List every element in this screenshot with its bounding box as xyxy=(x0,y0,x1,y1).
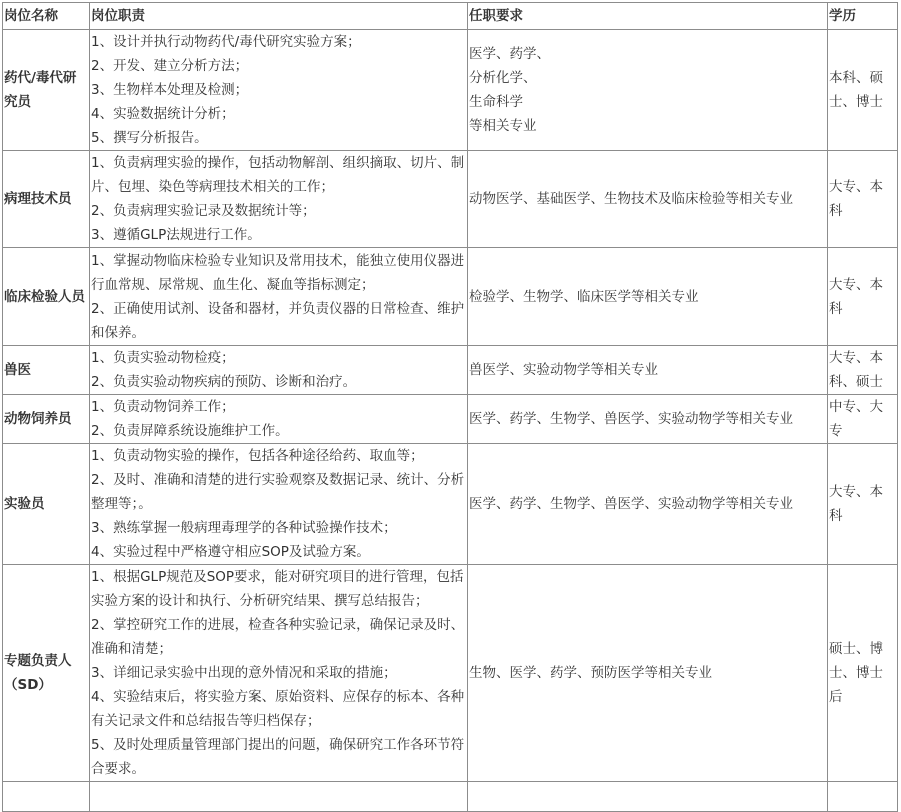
position-education: 中专、大专 xyxy=(828,395,898,444)
position-duties xyxy=(90,248,468,346)
table-header-row xyxy=(3,3,898,30)
duty-item: 1、负责动物实验的操作，包括各种途径给药、取血等； xyxy=(91,448,424,464)
position-duties xyxy=(90,151,468,248)
duty-item: 4、实验数据统计分析； xyxy=(91,106,235,122)
duty-item: 1、负责病理实验的操作，包括动物解剖、组织摘取、切片、制片、包埋、染色等病理技术相关的工作； xyxy=(91,155,465,195)
table-row xyxy=(3,395,898,444)
position-education: 大专、本科、硕士 xyxy=(828,346,898,395)
requirement-item: 分析化学、 xyxy=(469,70,537,86)
duty-item: 2、正确使用试剂、设备和器材，并负责仪器的日常检查、维护和保养。 xyxy=(91,300,465,341)
requirement-item: 医学、药学、 xyxy=(469,46,550,62)
position-duties xyxy=(90,395,468,444)
duty-item: 3、遵循GLP法规进行工作。 xyxy=(91,227,261,243)
position-education: 大专、本科 xyxy=(828,444,898,565)
duty-item: 4、实验过程中严格遵守相应SOP及试验方案。 xyxy=(91,544,370,560)
table-row xyxy=(3,151,898,248)
duty-item: 1、负责实验动物检疫； xyxy=(91,350,235,366)
requirement-item: 等相关专业 xyxy=(469,118,537,134)
requirement-item: 医学、药学、生物学、兽医学、实验动物学等相关专业 xyxy=(469,411,793,427)
table-row xyxy=(3,444,898,565)
position-education: 硕士、博士、博士后 xyxy=(828,565,898,782)
duty-item: 2、开发、建立分析方法； xyxy=(91,58,249,74)
duty-item: 2、负责实验动物疾病的预防、诊断和治疗。 xyxy=(91,374,357,390)
duty-item: 2、负责病理实验记录及数据统计等； xyxy=(91,203,316,219)
position-duties xyxy=(90,30,468,151)
empty-cell xyxy=(468,782,828,812)
position-duties xyxy=(90,565,468,782)
position-name: 实验员 xyxy=(3,444,90,565)
header-requirements: 任职要求 xyxy=(468,3,828,30)
duty-item: 3、详细记录实验中出现的意外情况和采取的措施； xyxy=(91,665,397,681)
duty-item: 2、掌控研究工作的进展，检查各种实验记录，确保记录及时、准确和清楚； xyxy=(91,617,465,657)
position-requirements xyxy=(468,248,828,346)
position-requirements xyxy=(468,151,828,248)
table-row-partial xyxy=(3,782,898,812)
duty-item: 2、负责屏障系统设施维护工作。 xyxy=(91,423,289,439)
table-row xyxy=(3,248,898,346)
position-requirements xyxy=(468,444,828,565)
duty-item: 5、撰写分析报告。 xyxy=(91,130,208,146)
requirement-item: 动物医学、基础医学、生物技术及临床检验等相关专业 xyxy=(469,191,793,207)
position-requirements xyxy=(468,565,828,782)
duty-item: 3、生物样本处理及检测； xyxy=(91,82,249,98)
duty-item: 5、及时处理质量管理部门提出的问题，确保研究工作各环节符合要求。 xyxy=(91,737,465,777)
requirement-item: 检验学、生物学、临床医学等相关专业 xyxy=(469,288,699,305)
empty-cell xyxy=(828,782,898,812)
position-duties xyxy=(90,444,468,565)
job-positions-table xyxy=(2,2,898,812)
requirement-item: 生物、医学、药学、预防医学等相关专业 xyxy=(469,665,712,681)
position-education: 大专、本科 xyxy=(828,248,898,346)
position-name: 兽医 xyxy=(3,346,90,395)
header-duties: 岗位职责 xyxy=(90,3,468,30)
duty-item: 1、设计并执行动物药代/毒代研究实验方案； xyxy=(91,34,361,50)
duty-item: 4、实验结束后，将实验方案、原始资料、应保存的标本、各种有关记录文件和总结报告等归档保存； xyxy=(91,689,465,729)
position-duties xyxy=(90,346,468,395)
position-name: 药代/毒代研究员 xyxy=(3,30,90,151)
requirement-item: 兽医学、实验动物学等相关专业 xyxy=(469,362,658,378)
table-row xyxy=(3,565,898,782)
position-requirements xyxy=(468,30,828,151)
position-education: 大专、本科 xyxy=(828,151,898,248)
table-row xyxy=(3,30,898,151)
position-requirements xyxy=(468,346,828,395)
position-name: 临床检验人员 xyxy=(3,248,90,346)
position-requirements xyxy=(468,395,828,444)
position-name: 动物饲养员 xyxy=(3,395,90,444)
position-education: 本科、硕士、博士 xyxy=(828,30,898,151)
empty-cell xyxy=(3,782,90,812)
duty-item: 1、掌握动物临床检验专业知识及常用技术，能独立使用仪器进行血常规、尿常规、血生化、凝血等指标测定； xyxy=(91,252,465,293)
duty-item: 1、负责动物饲养工作； xyxy=(91,399,235,415)
requirement-item: 生命科学 xyxy=(469,94,523,110)
duty-item: 3、熟练掌握一般病理毒理学的各种试验操作技术； xyxy=(91,520,397,536)
requirement-item: 医学、药学、生物学、兽医学、实验动物学等相关专业 xyxy=(469,496,793,512)
duty-item: 2、及时、准确和清楚的进行实验观察及数据记录、统计、分析整理等；。 xyxy=(91,472,465,512)
header-position-name: 岗位名称 xyxy=(3,3,90,30)
position-name: 病理技术员 xyxy=(3,151,90,248)
duty-item: 1、根据GLP规范及SOP要求，能对研究项目的进行管理，包括实验方案的设计和执行、分析研究结果、撰写总结报告； xyxy=(91,569,464,609)
table-row xyxy=(3,346,898,395)
empty-cell xyxy=(90,782,468,812)
header-education: 学历 xyxy=(828,3,898,30)
position-name: 专题负责人（SD） xyxy=(3,565,90,782)
